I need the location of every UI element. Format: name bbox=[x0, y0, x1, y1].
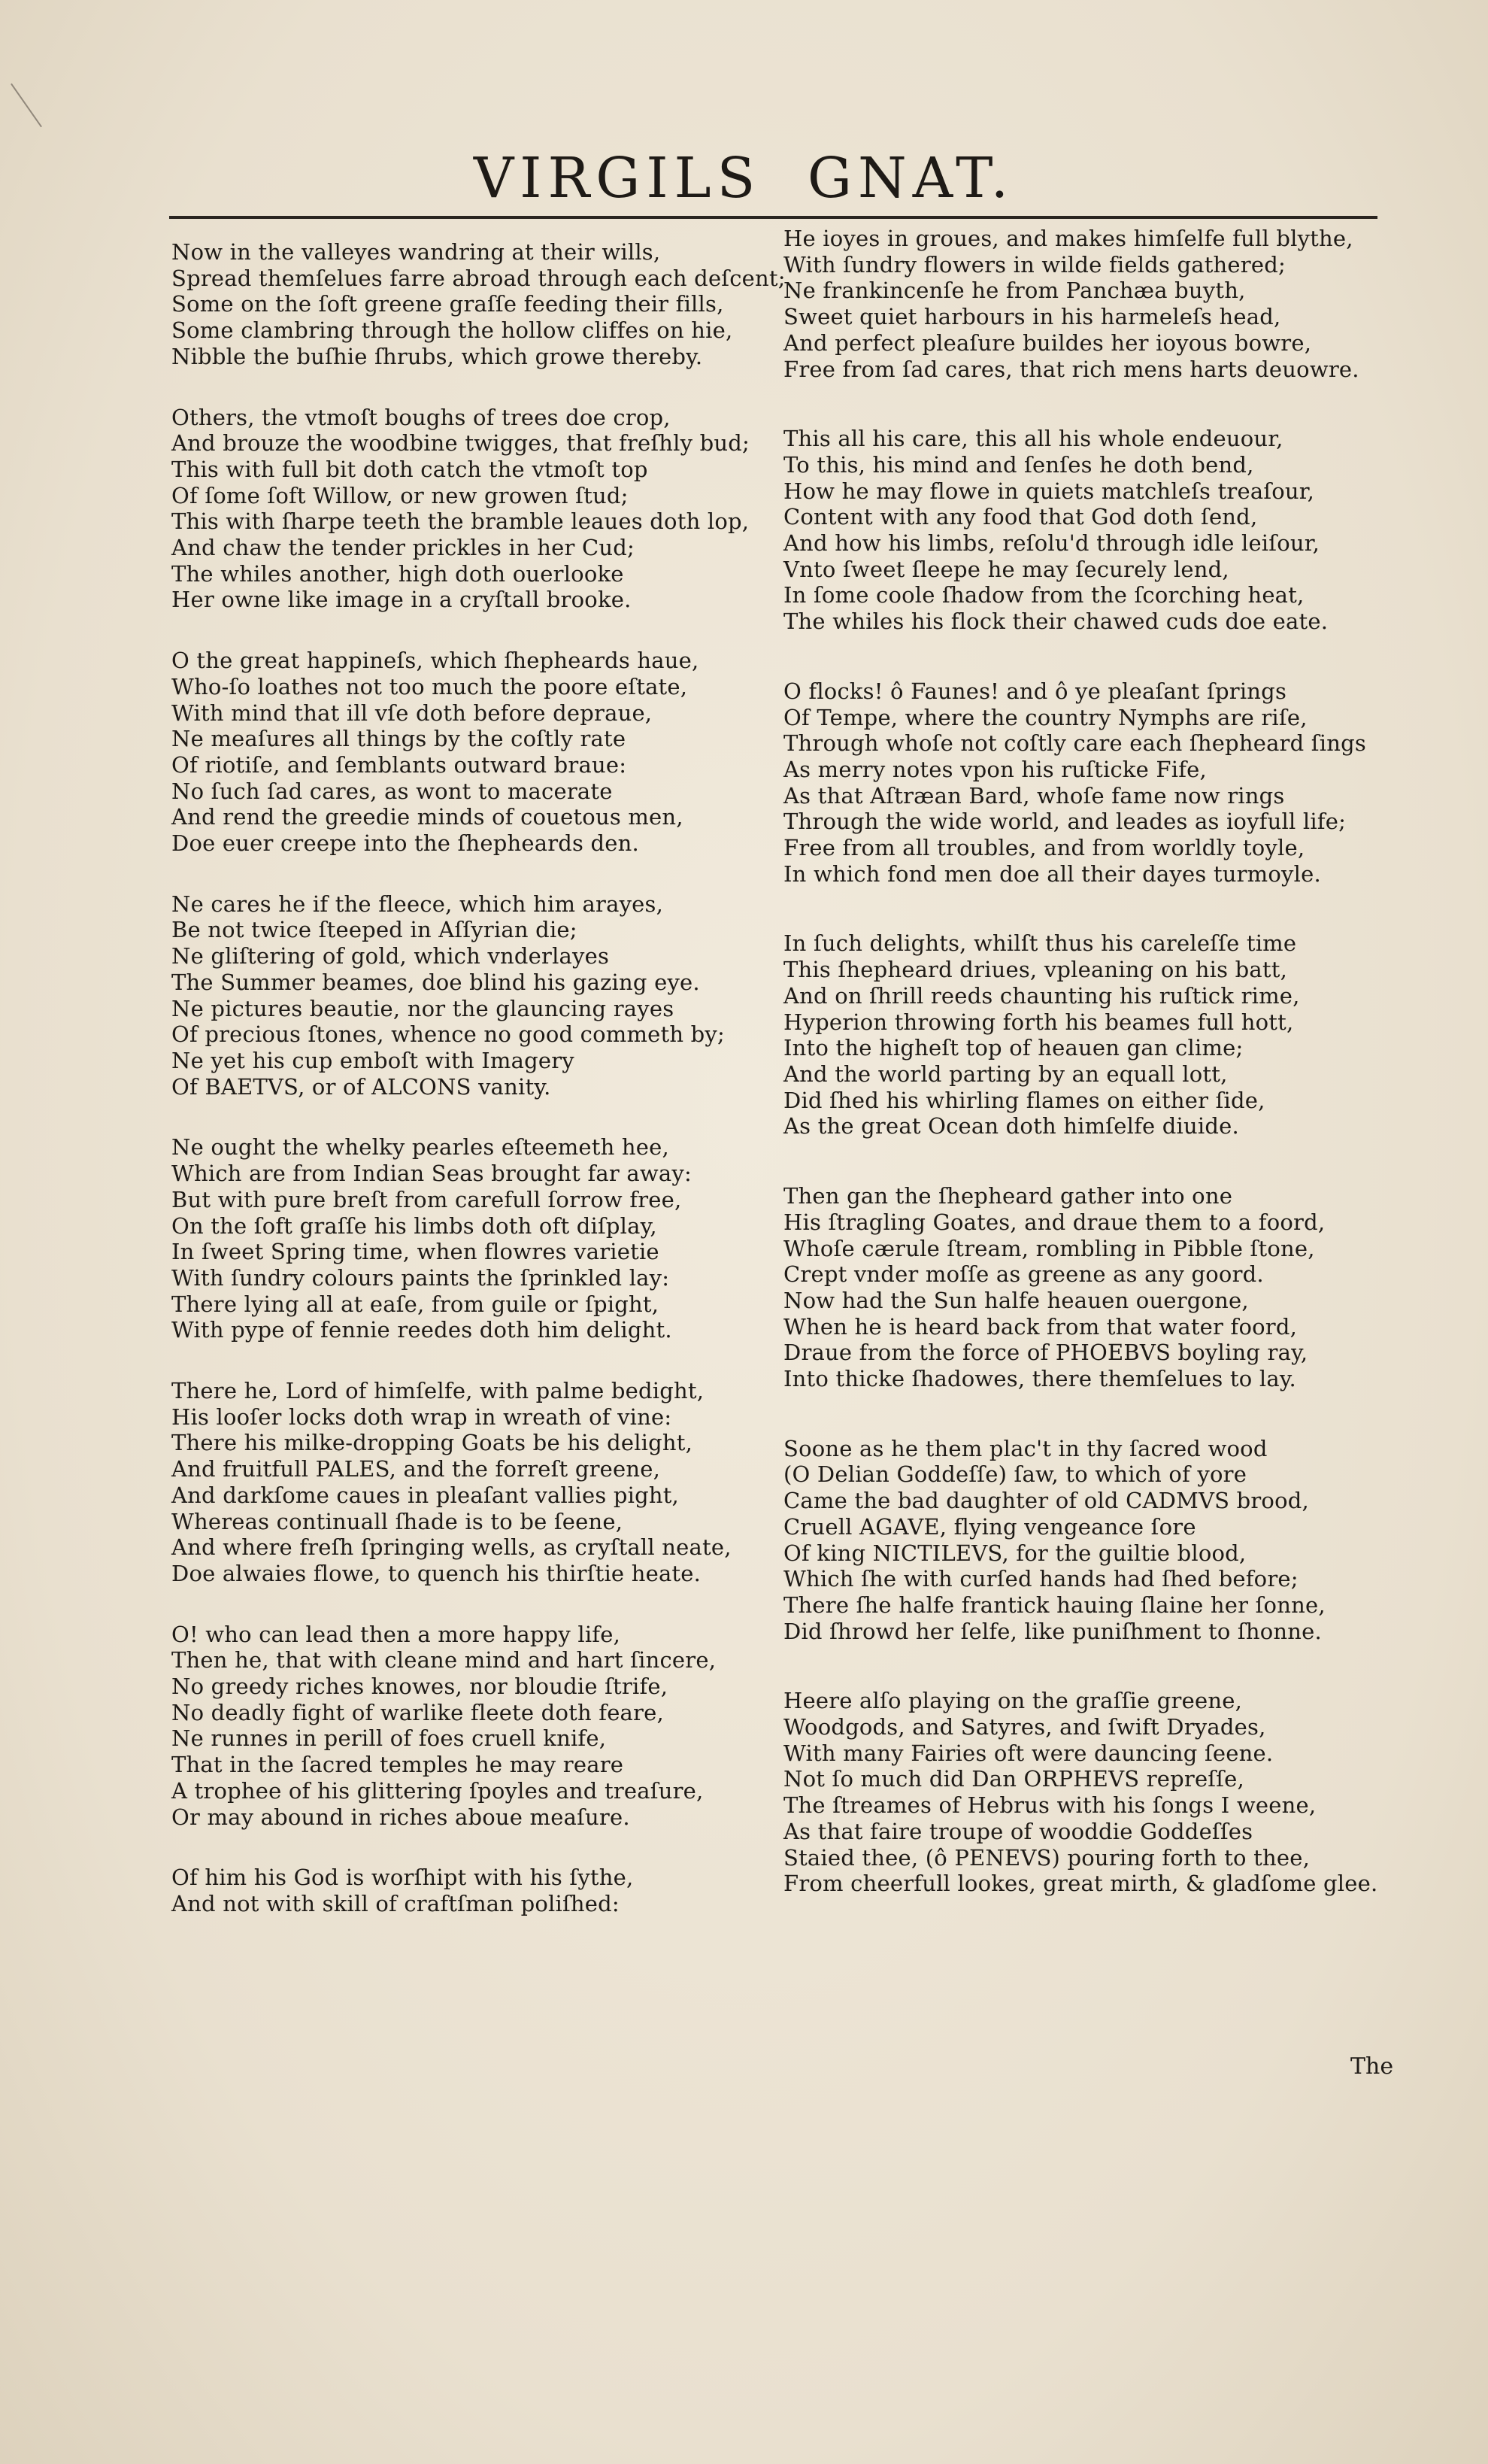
verse-line: No ſuch ſad cares, as wont to macerate bbox=[171, 778, 613, 804]
stanza bbox=[783, 1688, 1385, 1897]
verse-line: Cruell AGAVE, flying vengeance ſore bbox=[783, 1513, 1196, 1540]
verse-line: O the great happineſs, which ſhepheards haue, bbox=[171, 648, 699, 674]
stanza bbox=[171, 1865, 773, 1916]
verse-line: Which are from Indian Seas brought far away: bbox=[171, 1161, 692, 1187]
verse-line: Then he, that with cleane mind and hart ſincere, bbox=[171, 1647, 717, 1674]
verse-line: No deadly fight of warlike fleete doth feare, bbox=[171, 1699, 664, 1725]
verse-line: Came the bad daughter of old CADMVS brood, bbox=[783, 1488, 1309, 1514]
verse-line: Whereas continuall ſhade is to be ſeene, bbox=[171, 1508, 623, 1534]
verse-line: On the ſoft graſſe his limbs doth oft diſplay, bbox=[171, 1212, 657, 1239]
verse-line: As that Aſtræan Bard, whoſe fame now rings bbox=[783, 782, 1285, 809]
verse-line: Draue from the force of PHOEBVS boyling ray, bbox=[783, 1340, 1308, 1366]
verse-line: And how his limbs, reſolu'd through idle leiſour, bbox=[783, 530, 1320, 557]
verse-line: Spread themſelues farre abroad through each deſcent; bbox=[171, 265, 786, 291]
verse-line: This with ſharpe teeth the bramble leaues doth lop, bbox=[171, 508, 750, 535]
verse-line: This all his care, this all his whole endeuour, bbox=[783, 426, 1283, 452]
verse-line: Others, the vtmoſt boughs of trees doe crop, bbox=[171, 404, 671, 430]
header-rule bbox=[169, 216, 1377, 219]
verse-line: In ſweet Spring time, when flowres varietie bbox=[171, 1239, 659, 1265]
verse-line: Her owne like image in a cryſtall brooke. bbox=[171, 587, 632, 613]
verse-line: No greedy riches knowes, nor bloudie ſtrife, bbox=[171, 1674, 668, 1700]
verse-line: Did ſhed his whirling flames on either ſide, bbox=[783, 1087, 1265, 1113]
stanza bbox=[171, 891, 773, 1100]
verse-line: Ne meaſures all things by the coſtly rate bbox=[171, 726, 626, 752]
verse-line: Whoſe cærule ſtream, rombling in Pibble ſtone, bbox=[783, 1235, 1315, 1261]
verse-line: And not with skill of craftſman poliſhed: bbox=[171, 1890, 620, 1916]
stanza bbox=[783, 678, 1385, 888]
verse-line: The whiles another, high doth ouerlooke bbox=[171, 560, 624, 587]
verse-line: Which ſhe with curſed hands had ſhed before; bbox=[783, 1566, 1299, 1592]
verse-line: Of him his God is worſhipt with his ſythe, bbox=[171, 1865, 634, 1891]
verse-line: There his milke-dropping Goats be his delight, bbox=[171, 1430, 693, 1456]
verse-line: And perfect pleaſure buildes her ioyous bowre, bbox=[783, 329, 1312, 356]
verse-line: Crept vnder moſſe as greene as any goord. bbox=[783, 1261, 1264, 1288]
stanza bbox=[171, 405, 773, 614]
verse-line: The Summer beames, doe blind his gazing eye. bbox=[171, 969, 700, 995]
verse-line: A trophee of his glittering ſpoyles and treaſure, bbox=[171, 1777, 704, 1804]
verse-line: O flocks! ô Faunes! and ô ye pleaſant ſprings bbox=[783, 678, 1287, 704]
right-column bbox=[783, 226, 1385, 1941]
page-title: VIRGILS GNAT. bbox=[473, 146, 1015, 211]
stanza bbox=[783, 1436, 1385, 1645]
verse-line: Sweet quiet harbours in his harmeleſs head, bbox=[783, 304, 1281, 330]
verse-line: The ſtreames of Hebrus with his ſongs I weene, bbox=[783, 1792, 1317, 1819]
catchword: The bbox=[1350, 2053, 1394, 2080]
verse-line: Free from all troubles, and from worldly toyle, bbox=[783, 835, 1305, 861]
verse-line: Doe euer creepe into the ſhepheards den. bbox=[171, 830, 639, 857]
verse-line: When he is heard back from that water foord, bbox=[783, 1313, 1298, 1340]
margin-mark bbox=[11, 83, 42, 127]
stanza bbox=[783, 1183, 1385, 1392]
verse-line: Into the higheſt top of heauen gan clime; bbox=[783, 1035, 1244, 1061]
verse-line: Of Tempe, where the country Nymphs are riſe, bbox=[783, 704, 1308, 730]
verse-line: In ſome coole ſhadow from the ſcorching heat, bbox=[783, 582, 1305, 608]
stanza bbox=[171, 1378, 773, 1587]
verse-line: With mind that ill vſe doth before depraue, bbox=[171, 699, 653, 726]
verse-line: Of precious ſtones, whence no good commeth by; bbox=[171, 1021, 725, 1048]
verse-line: And chaw the tender prickles in her Cud; bbox=[171, 535, 635, 561]
verse-line: Ne gliſtering of gold, which vnderlayes bbox=[171, 943, 610, 970]
stanza bbox=[783, 426, 1385, 635]
verse-line: And rend the greedie minds of couetous men, bbox=[171, 804, 683, 830]
verse-line: He ioyes in groues, and makes himſelfe full blythe, bbox=[783, 226, 1353, 251]
stanza bbox=[171, 648, 773, 857]
verse-line: Staied thee, (ô PENEVS) pouring forth to thee, bbox=[783, 1844, 1310, 1871]
verse-line: Hyperion throwing forth his beames full hott, bbox=[783, 1009, 1294, 1035]
verse-line: Ne cares he if the fleece, which him arayes, bbox=[171, 891, 664, 917]
verse-line: Through the wide world, and leades as ioyfull life; bbox=[783, 809, 1347, 835]
verse-line: The whiles his flock their chawed cuds doe eate. bbox=[783, 608, 1329, 635]
verse-line: Some clambring through the hollow cliffes on hie, bbox=[171, 317, 733, 344]
stanza bbox=[171, 239, 786, 370]
verse-line: Be not twice ſteeped in Aſſyrian die; bbox=[171, 917, 577, 943]
verse-line: Ne frankincenſe he from Panchæa buyth, bbox=[783, 278, 1246, 304]
verse-line: With ſundry colours paints the ſprinkled lay: bbox=[171, 1264, 670, 1291]
stanza bbox=[783, 226, 1385, 382]
verse-line: His looſer locks doth wrap in wreath of vine: bbox=[171, 1403, 672, 1430]
verse-line: In ſuch delights, whilſt thus his careleſſe time bbox=[783, 930, 1297, 957]
verse-line: That in the ſacred temples he may reare bbox=[171, 1752, 624, 1778]
stanza bbox=[783, 930, 1385, 1139]
stanza bbox=[171, 1622, 773, 1831]
left-column bbox=[171, 239, 786, 1952]
verse-line: Vnto ſweet ſleepe he may ſecurely lend, bbox=[783, 556, 1229, 582]
verse-line: Into thicke ſhadowes, there themſelues to lay. bbox=[783, 1366, 1296, 1392]
verse-line: In which fond men doe all their dayes turmoyle. bbox=[783, 860, 1321, 887]
verse-line: (O Delian Goddeſſe) ſaw, to which of yore bbox=[783, 1461, 1247, 1488]
verse-line: There ſhe halfe frantick hauing ſlaine her ſonne, bbox=[783, 1592, 1326, 1618]
verse-line: Of BAETVS, or of ALCONS vanity. bbox=[171, 1073, 551, 1100]
verse-line: And fruitfull PALES, and the forreſt greene, bbox=[171, 1456, 661, 1482]
verse-line: Of riotiſe, and ſemblants outward braue: bbox=[171, 751, 627, 778]
verse-line: Ne runnes in perill of foes cruell knife, bbox=[171, 1725, 607, 1752]
verse-line: Soone as he them plac't in thy ſacred wood bbox=[783, 1435, 1268, 1461]
verse-line: Ne ought the whelky pearles eſteemeth hee, bbox=[171, 1134, 669, 1161]
verse-line: With many Fairies oft were dauncing ſeene. bbox=[783, 1740, 1274, 1766]
verse-line: Heere alſo playing on the graſſie greene, bbox=[783, 1688, 1242, 1714]
verse-line: Some on the ſoft greene graſſe feeding their fills, bbox=[171, 291, 724, 317]
verse-line: Of ſome ſoft Willow, or new growen ſtud; bbox=[171, 482, 629, 508]
verse-line: Not ſo much did Dan ORPHEVS repreſſe, bbox=[783, 1766, 1244, 1792]
verse-line: To this, his mind and ſenſes he doth bend, bbox=[783, 451, 1254, 478]
verse-line: O! who can lead then a more happy life, bbox=[171, 1621, 621, 1647]
verse-line: There lying all at eaſe, from guile or ſpight, bbox=[171, 1291, 659, 1317]
stanza bbox=[171, 1134, 773, 1343]
verse-line: As that faire troupe of wooddie Goddeſſes bbox=[783, 1818, 1253, 1844]
verse-line: Free from ſad cares, that rich mens harts deuowre. bbox=[783, 356, 1359, 382]
verse-line: Or may abound in riches aboue meaſure. bbox=[171, 1804, 630, 1830]
verse-line: Ne pictures beautie, nor the glauncing rayes bbox=[171, 995, 674, 1021]
verse-line: There he, Lord of himſelfe, with palme bedight, bbox=[171, 1378, 705, 1404]
verse-line: Nibble the buſhie ſhrubs, which growe thereby. bbox=[171, 343, 703, 369]
verse-line: With pype of fennie reedes doth him delight. bbox=[171, 1317, 672, 1343]
verse-line: From cheerfull lookes, great mirth, & gladſome glee. bbox=[783, 1871, 1378, 1897]
verse-line: Now in the valleyes wandring at their wills, bbox=[171, 239, 661, 265]
verse-line: Ne yet his cup emboſt with Imagery bbox=[171, 1047, 574, 1073]
verse-line: Doe alwaies flowe, to quench his thirſtie heate. bbox=[171, 1560, 702, 1586]
verse-line: Did ſhrowd her ſelfe, like puniſhment to ſhonne. bbox=[783, 1618, 1322, 1644]
verse-line: Of king NICTILEVS, for the guiltie blood, bbox=[783, 1540, 1247, 1566]
verse-line: Then gan the ſhepheard gather into one bbox=[783, 1183, 1233, 1209]
verse-line: And brouze the woodbine twigges, that freſhly bud; bbox=[171, 430, 750, 457]
verse-line: Through whoſe not coſtly care each ſhepheard ſings bbox=[783, 730, 1366, 757]
verse-line: And darkſome caues in pleaſant vallies pight, bbox=[171, 1482, 679, 1508]
verse-line: As merry notes vpon his ruſticke Fife, bbox=[783, 756, 1207, 782]
verse-line: And the world parting by an equall lott, bbox=[783, 1061, 1228, 1087]
verse-line: But with pure breſt from carefull ſorrow free, bbox=[171, 1186, 682, 1212]
verse-line: As the great Ocean doth himſelfe diuide. bbox=[783, 1113, 1239, 1139]
verse-line: This with full bit doth catch the vtmoſt top bbox=[171, 456, 648, 482]
verse-line: And on ſhrill reeds chaunting his ruſtick rime, bbox=[783, 982, 1300, 1009]
verse-line: Content with any food that God doth ſend, bbox=[783, 504, 1258, 530]
verse-line: Woodgods, and Satyres, and ſwift Dryades, bbox=[783, 1714, 1266, 1740]
verse-line: How he may flowe in quiets matchleſs treaſour, bbox=[783, 478, 1315, 504]
verse-line: Now had the Sun halfe heauen ouergone, bbox=[783, 1287, 1249, 1313]
verse-line: With ſundry flowers in wilde fields gathered; bbox=[783, 251, 1286, 278]
verse-line: His ſtragling Goates, and draue them to a foord, bbox=[783, 1209, 1326, 1235]
verse-line: Who-ſo loathes not too much the poore eſtate, bbox=[171, 673, 688, 699]
verse-line: This ſhepheard driues, vpleaning on his batt, bbox=[783, 957, 1288, 983]
verse-line: And where freſh ſpringing wells, as cryſtall neate, bbox=[171, 1534, 732, 1561]
